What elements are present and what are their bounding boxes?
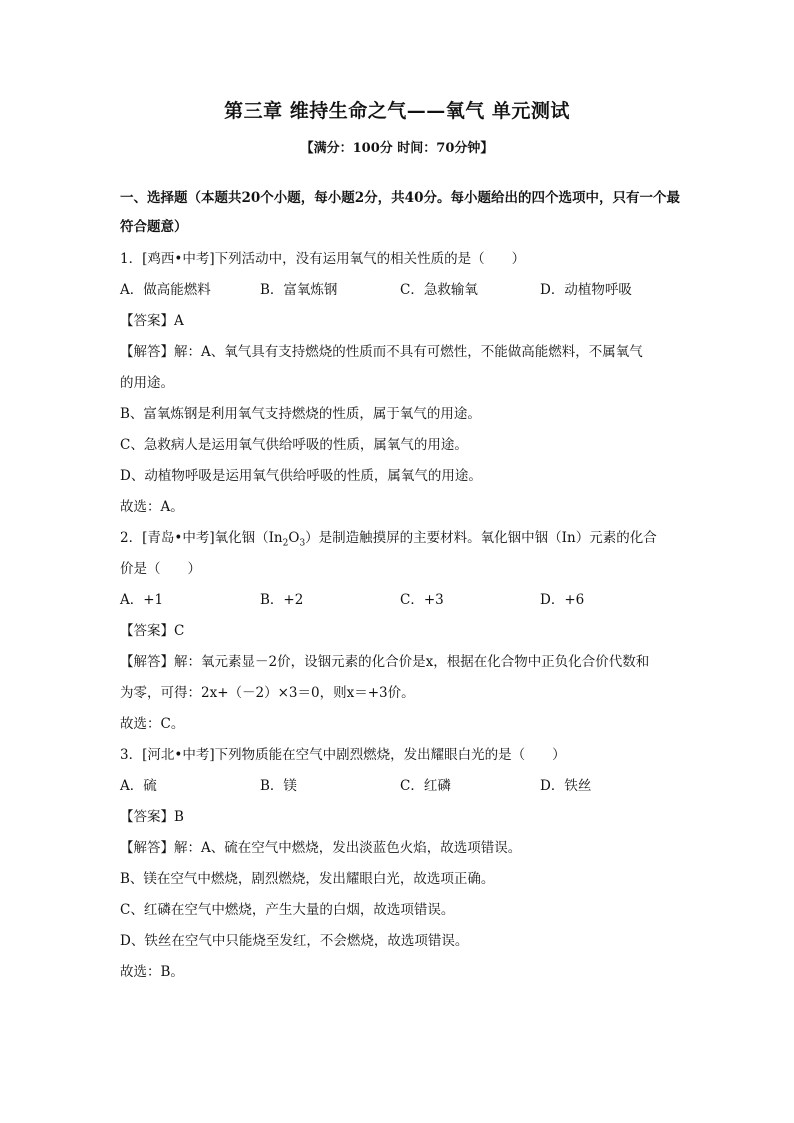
q1-option-c: C．急救输氧 [400, 282, 478, 298]
q3-analysis-line: 故选：B。 [120, 964, 184, 980]
q2-stem-line2: 价是（ ） [120, 561, 201, 577]
q3-stem: 3．[河北•中考]下列物质能在空气中剧烈燃烧，发出耀眼白光的是（ ） [120, 747, 566, 763]
q2-analysis-line: 故选：C。 [120, 716, 185, 732]
q2-stem: 2．[青岛•中考]氧化铟$(In_2O_3)$是制造触摸屏的主要材料。氧化铟中铟（In）元素的化合 [120, 530, 657, 549]
q1-option-a: A．做高能燃料 [120, 282, 211, 298]
q2-option-d: D．+6 [540, 592, 585, 608]
q3-option-b: B．镁 [260, 778, 297, 794]
q1-analysis-line: D、动植物呼吸是运用氧气供给呼吸的性质，属氧气的用途。 [120, 468, 482, 484]
q3-options [120, 771, 682, 802]
q1-stem: 1．[鸡西•中考]下列活动中，没有运用氧气的相关性质的是（ ） [120, 251, 526, 267]
page-subtitle: 【满分：100分 时间：70分钟】 [300, 141, 494, 156]
q1-answer: 【答案】A [120, 313, 184, 329]
q2-analysis-line: 【解答】解：氧元素显－2价，设铟元素的化合价是x，根据在化合物中正负化合价代数和 [120, 654, 650, 670]
q2-analysis-line: 为零，可得：2x+（－2）×3＝0，则x＝+3价。 [120, 685, 415, 701]
q1-option-d: D．动植物呼吸 [540, 282, 632, 298]
q3-analysis-line: 【解答】解：A、硫在空气中燃烧，发出淡蓝色火焰，故选项错误。 [120, 840, 522, 856]
q2-options [120, 585, 682, 616]
q1-analysis-line: 【解答】解：A、氧气具有支持燃烧的性质而不具有可燃性，不能做高能燃料，不属氧气 [120, 344, 643, 360]
q3-analysis-line: B、镁在空气中燃烧，剧烈燃烧，发出耀眼白光，故选项正确。 [120, 871, 495, 887]
q1-option-b: B．富氧炼钢 [260, 282, 338, 298]
q1-analysis-line: C、急救病人是运用氧气供给呼吸的性质，属氧气的用途。 [120, 437, 468, 453]
q2-answer: 【答案】C [120, 623, 185, 639]
q3-analysis-line: D、铁丝在空气中只能烧至发红，不会燃烧，故选项错误。 [120, 933, 469, 949]
content [120, 184, 682, 988]
q3-option-d: D．铁丝 [540, 778, 592, 794]
page-title: 第三章 维持生命之气——氧气 单元测试 [224, 100, 570, 122]
q3-answer: 【答案】B [120, 809, 184, 825]
q1-analysis-line: B、富氧炼钢是利用氧气支持燃烧的性质，属于氧气的用途。 [120, 406, 481, 422]
q2-option-c: C．+3 [400, 592, 444, 608]
q3-option-a: A．硫 [120, 778, 157, 794]
q2-option-a: A．+1 [120, 592, 164, 608]
q3-option-c: C．红磷 [400, 778, 451, 794]
q1-analysis-line: 故选：A。 [120, 499, 184, 515]
q1-options [120, 275, 682, 306]
q2-option-b: B．+2 [260, 592, 304, 608]
q1-analysis-line: 的用途。 [120, 375, 174, 391]
section-heading: 一、选择题（本题共20个小题，每小题2分，共40分。每小题给出的四个选项中，只有一个最符合题意） [120, 190, 680, 235]
q3-analysis-line: C、红磷在空气中燃烧，产生大量的白烟，故选项错误。 [120, 902, 455, 918]
